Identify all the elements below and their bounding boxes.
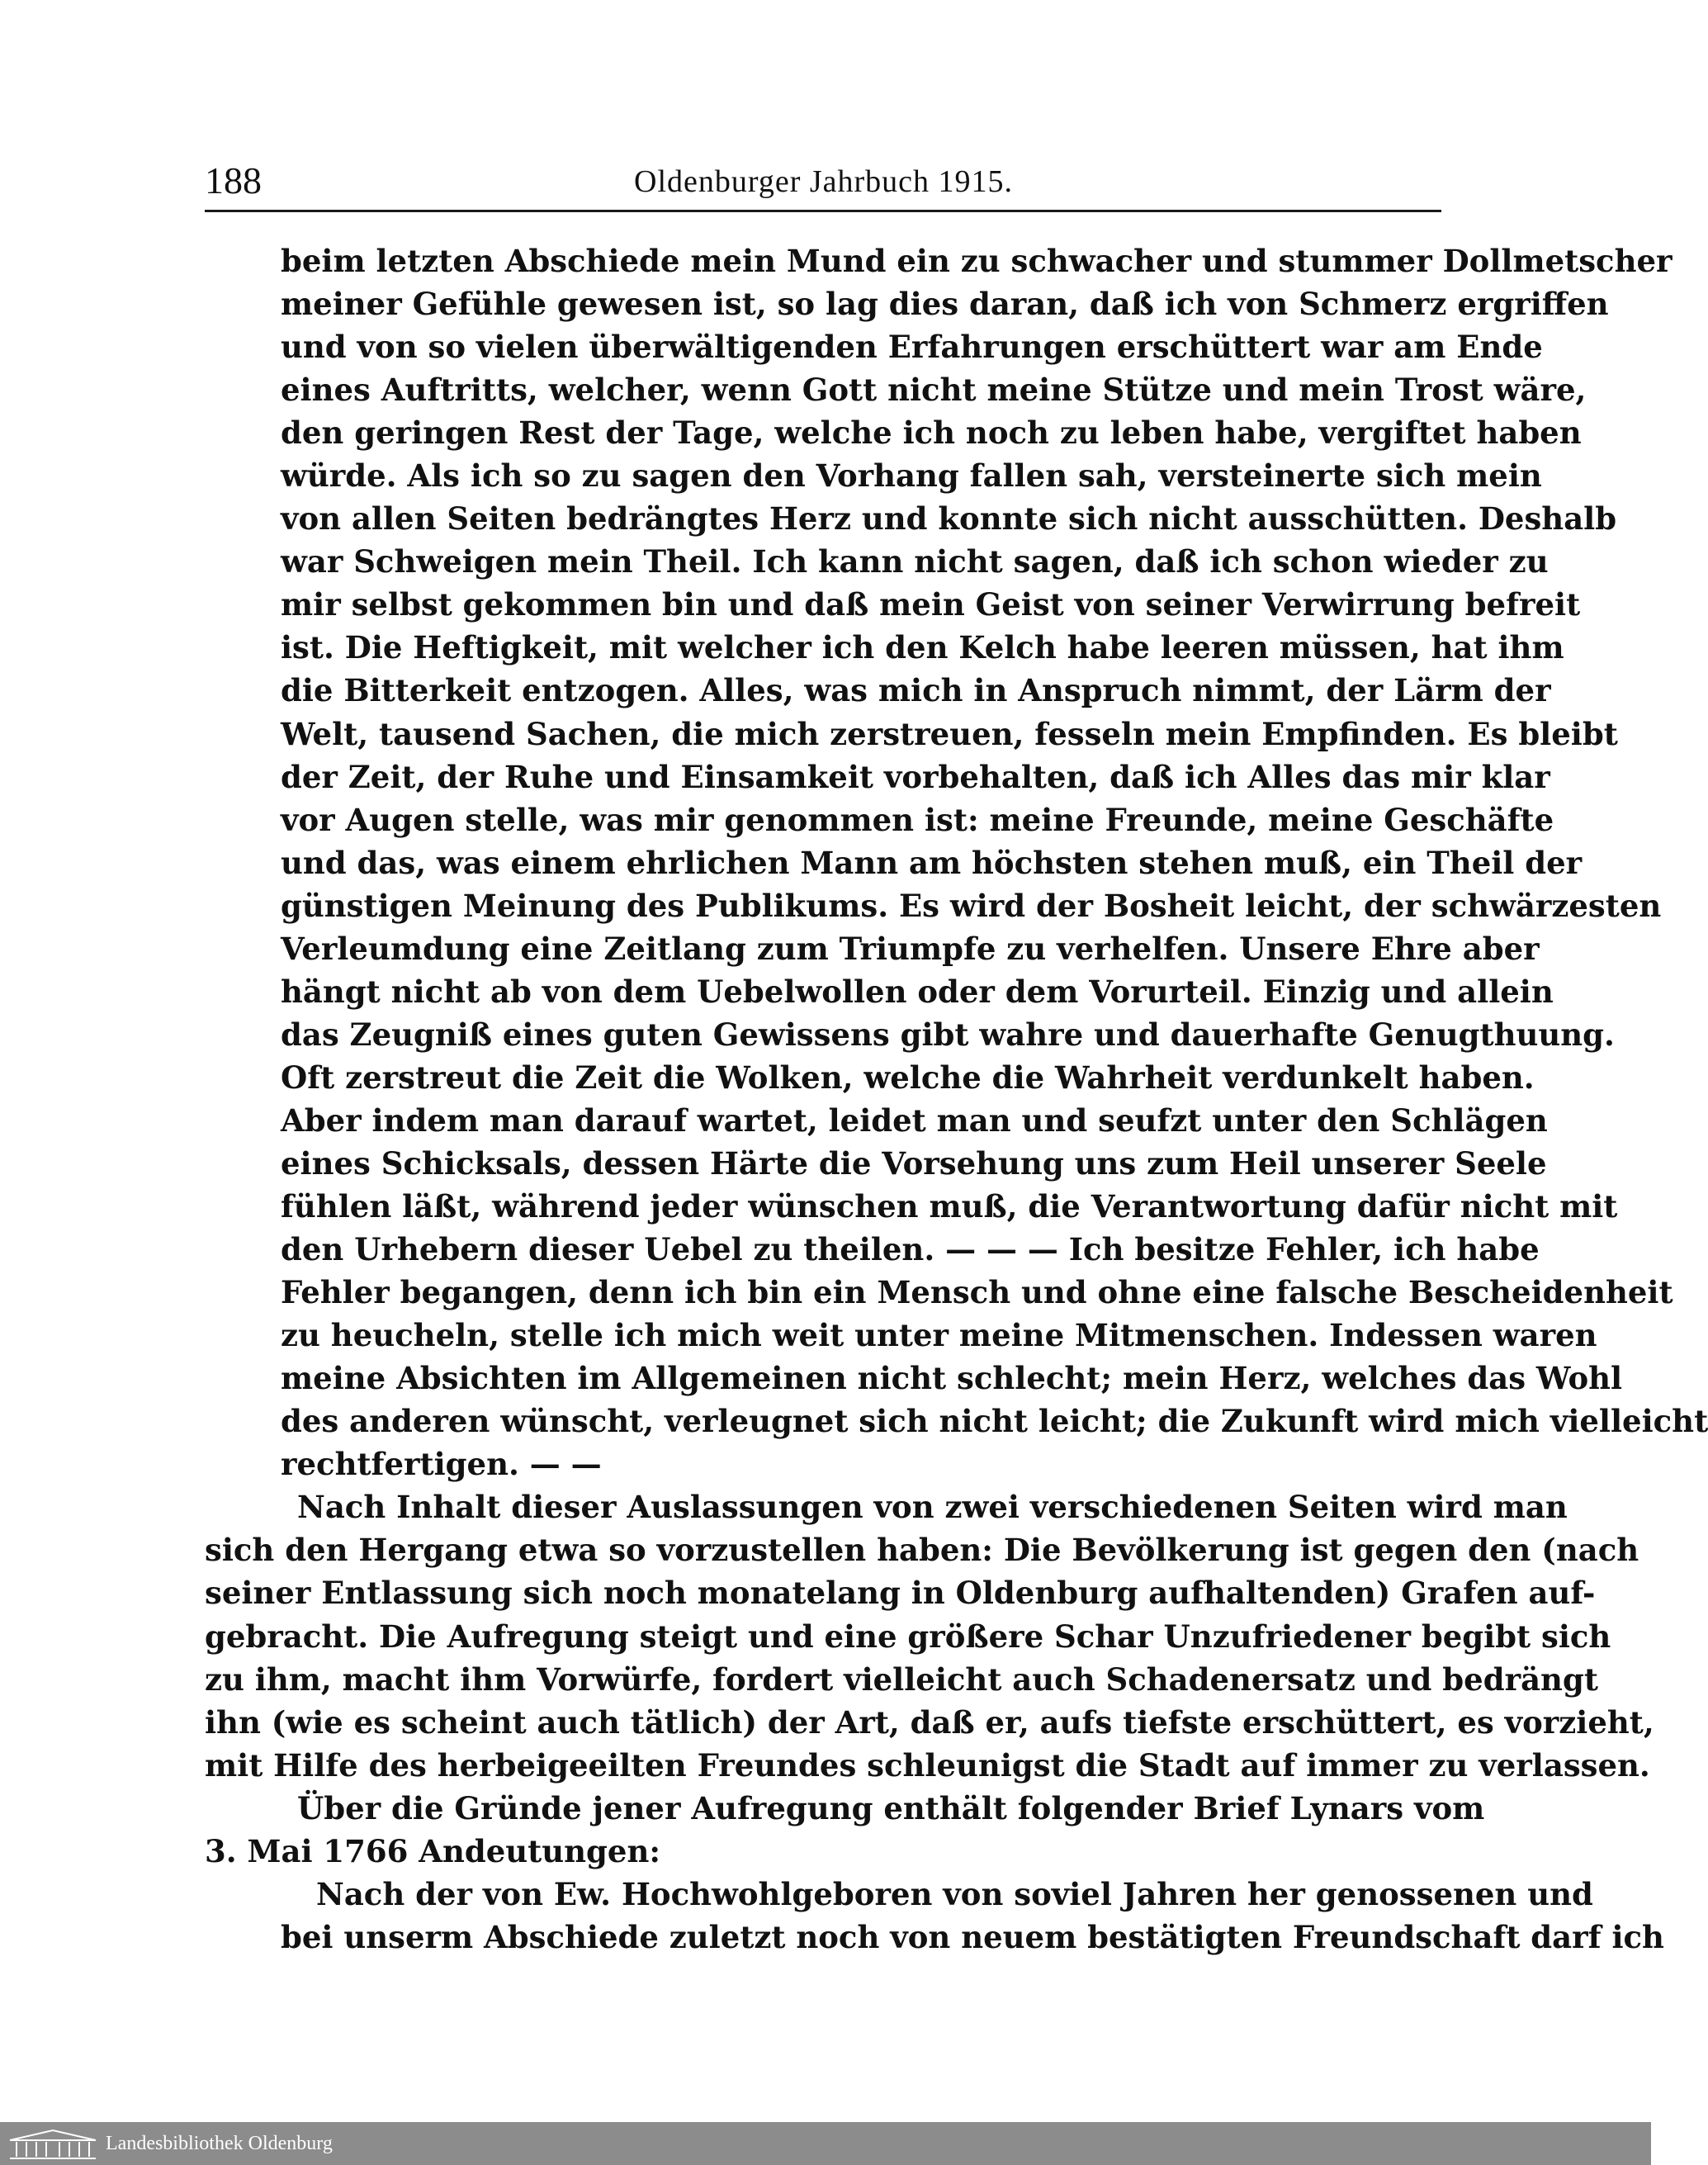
text-line: das Zeugniß eines guten Gewissens gibt wahre und dauerhafte Genugthuung. — [281, 1016, 1615, 1053]
text-line: ist. Die Heftigkeit, mit welcher ich den Kelch habe leeren müssen, hat ihm — [281, 629, 1564, 666]
text-line: bei unserm Abschiede zuletzt noch von neuem bestätigten Freundschaft darf ich — [281, 1918, 1664, 1955]
text-line: hängt nicht ab von dem Uebelwollen oder dem Vorurteil. Einzig und allein — [281, 973, 1554, 1010]
text-line: Aber indem man darauf wartet, leidet man und seufzt unter den Schlägen — [281, 1101, 1548, 1139]
text-line: des anderen wünscht, verleugnet sich nicht leicht; die Zukunft wird mich vielleicht — [281, 1403, 1708, 1440]
text-line: mir selbst gekommen bin und daß mein Geist von seiner Verwirrung befreit — [281, 586, 1581, 623]
running-head: Oldenburger Jahrbuch 1915. — [634, 164, 1014, 199]
page-number: 188 — [205, 159, 262, 201]
text-line: zu heucheln, stelle ich mich weit unter meine Mitmenschen. Indessen waren — [281, 1317, 1597, 1354]
text-line: und von so vielen überwältigenden Erfahrungen erschüttert war am Ende — [281, 329, 1543, 366]
text-line: zu ihm, macht ihm Vorwürfe, fordert vielleicht auch Schadenersatz und bedrängt — [205, 1660, 1598, 1698]
text-line: mit Hilfe des herbeigeeilten Freundes schleunigst die Stadt auf immer zu verlassen. — [205, 1746, 1650, 1784]
text-line: Nach der von Ew. Hochwohlgeboren von soviel Jahren her genossenen und — [316, 1875, 1593, 1912]
text-line: Welt, tausend Sachen, die mich zerstreuen, fesseln mein Empfinden. Es bleibt — [281, 715, 1618, 752]
text-line: eines Schicksals, dessen Härte die Vorsehung uns zum Heil unserer Seele — [281, 1144, 1547, 1182]
text-line: 3. Mai 1766 Andeutungen: — [205, 1832, 661, 1869]
text-line: sich den Hergang etwa so vorzustellen haben: Die Bevölkerung ist gegen den (nach — [205, 1532, 1639, 1569]
text-line: günstigen Meinung des Publikums. Es wird der Bosheit leicht, der schwärzesten — [281, 887, 1662, 924]
paragraph — [205, 1485, 1654, 1786]
text-line: und das, was einem ehrlichen Mann am höchsten stehen muß, ein Theil der — [281, 844, 1583, 881]
text-line: fühlen läßt, während jeder wünschen muß, die Verantwortung dafür nicht mit — [281, 1188, 1618, 1225]
text-line: meiner Gefühle gewesen ist, so lag dies daran, daß ich von Schmerz ergriffen — [281, 286, 1609, 323]
text-line: den geringen Rest der Tage, welche ich noch zu leben habe, vergiftet haben — [281, 415, 1582, 452]
text-line: vor Augen stelle, was mir genommen ist: meine Freunde, meine Geschäfte — [281, 801, 1554, 838]
text-line: würde. Als ich so zu sagen den Vorhang fallen sah, versteinerte sich mein — [281, 457, 1542, 495]
footer-bar — [0, 2122, 1651, 2165]
text-line: der Zeit, der Ruhe und Einsamkeit vorbehalten, daß ich Alles das mir klar — [281, 758, 1550, 795]
text-line: war Schweigen mein Theil. Ich kann nicht sagen, daß ich schon wieder zu — [281, 543, 1549, 580]
text-line: seiner Entlassung sich noch monatelang in Oldenburg aufhaltenden) Grafen auf- — [205, 1575, 1596, 1612]
text-line: die Bitterkeit entzogen. Alles, was mich in Anspruch nimmt, der Lärm der — [281, 672, 1551, 709]
page-header — [205, 159, 1439, 211]
text-line: Nach Inhalt dieser Auslassungen von zwei verschiedenen Seiten wird man — [297, 1489, 1568, 1526]
text-line: beim letzten Abschiede mein Mund ein zu schwacher und stummer Dollmetscher — [281, 243, 1673, 279]
text-line: von allen Seiten bedrängtes Herz und konnte sich nicht ausschütten. Deshalb — [281, 500, 1617, 538]
text-line: gebracht. Die Aufregung steigt und eine größere Schar Unzufriedener begibt sich — [205, 1618, 1611, 1655]
library-building-icon — [7, 2129, 99, 2160]
text-line: den Urhebern dieser Uebel zu theilen. — — — Ich besitze Fehler, ich habe — [281, 1231, 1540, 1268]
text-line: Fehler begangen, denn ich bin ein Mensch und ohne eine falsche Bescheidenheit — [281, 1274, 1673, 1311]
paragraph — [205, 1787, 1485, 1873]
text-line: Verleumdung eine Zeitlang zum Triumpfe zu verhelfen. Unsere Ehre aber — [281, 930, 1540, 967]
quote-block — [205, 239, 1708, 1485]
text-line: eines Auftritts, welcher, wenn Gott nicht meine Stütze und mein Trost wäre, — [281, 372, 1587, 409]
page-body — [205, 239, 1708, 1959]
header-rule — [205, 210, 1441, 212]
text-line: rechtfertigen. — — — [281, 1446, 602, 1483]
text-line: Oft zerstreut die Zeit die Wolken, welche die Wahrheit verdunkelt haben. — [281, 1059, 1535, 1096]
text-line: Über die Gründe jener Aufregung enthält folgender Brief Lynars vom — [297, 1789, 1485, 1826]
letter-block — [205, 1873, 1664, 1959]
text-line: ihn (wie es scheint auch tätlich) der Art, daß er, aufs tiefste erschüttert, es vorzieht, — [205, 1703, 1654, 1741]
library-name: Landesbibliothek Oldenburg — [106, 2133, 333, 2154]
text-line: meine Absichten im Allgemeinen nicht schlecht; mein Herz, welches das Wohl — [281, 1360, 1623, 1397]
